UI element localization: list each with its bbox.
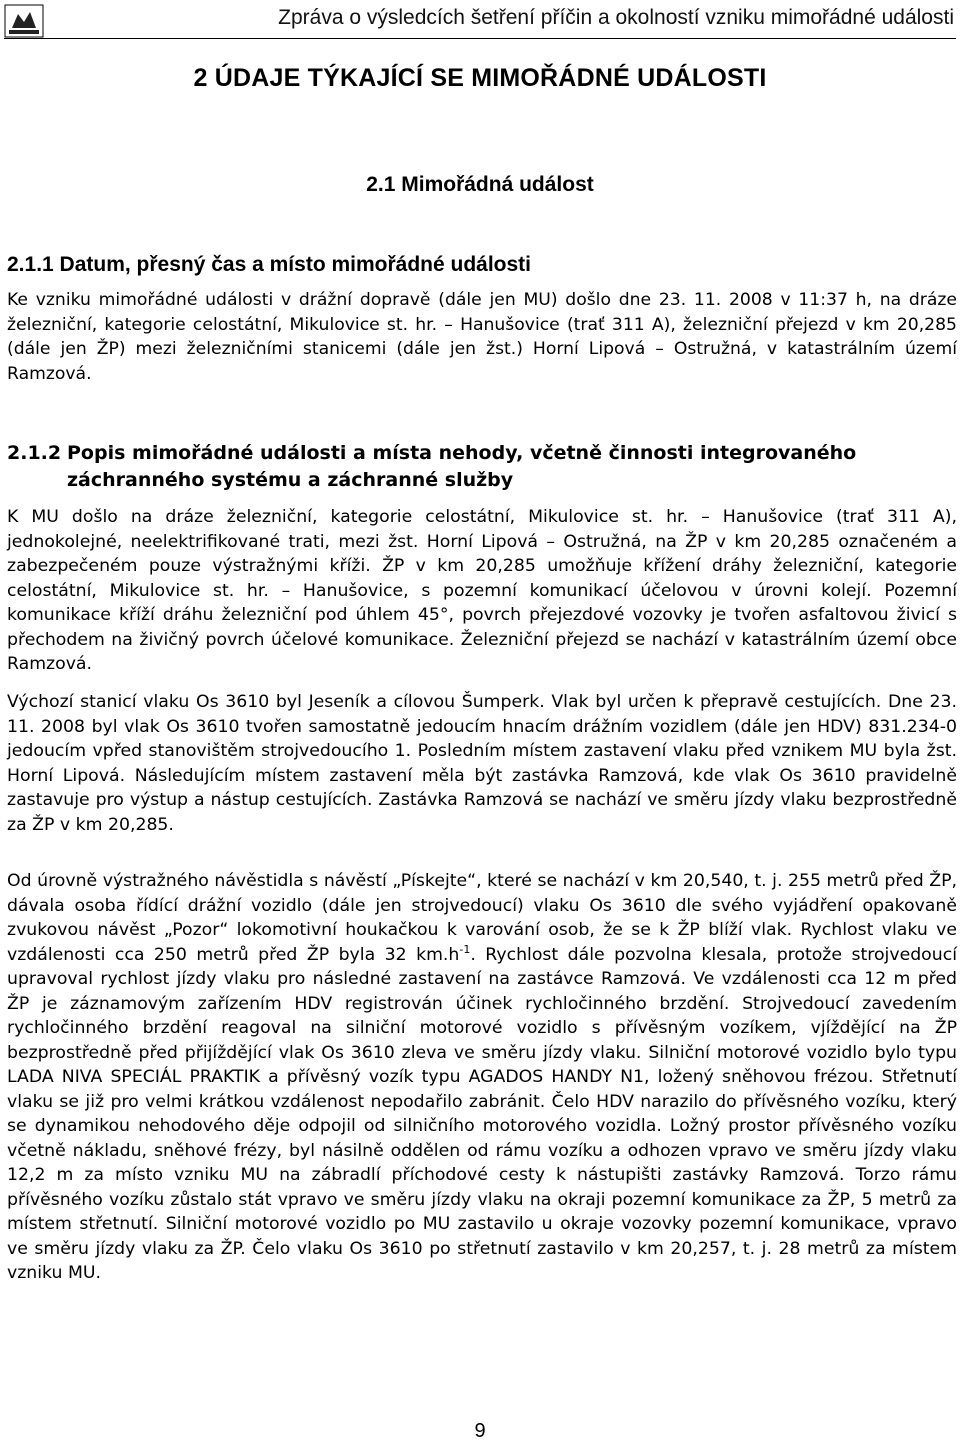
subsection-heading: 2.1 Mimořádná událost <box>366 173 594 196</box>
header-title: Zpráva o výsledcích šetření příčin a okolností vzniku mimořádné události <box>278 6 954 29</box>
paragraph-3-part-a: Od úrovně výstražného návěstidla s návěstí „Pískejte“, které se nachází v km 20,540, t. j. 255 metrů před ŽP, dávala osoba řídící drážní vozidlo (dále jen strojvedoucí) vlaku Os 3610 dle svého vyjádření opakovaně zvukovou návěst „Pozor“ lokomotivní houkačkou k varování osob, že se k ŽP blíží vlak. Rychlost vlaku ve vzdálenosti cca 250 metrů před ŽP byla 32 km.h <box>7 871 957 965</box>
section-heading: 2 ÚDAJE TÝKAJÍCÍ SE MIMOŘÁDNÉ UDÁLOSTI <box>193 64 767 92</box>
page-header <box>0 0 960 40</box>
paragraph-3-part-b: . Rychlost dále pozvolna klesala, protože strojvedoucí upravoval rychlost jízdy vlaku pro následné zastavení na zastávce Ramzová. Ve vzdálenosti cca 12 m před ŽP je záznamovým zařízením HDV registrován účinek rychločinného brzdění. Strojvedoucí zavedením rychločinného brzdění reagoval na silniční motorové vozidlo s přívěsným vozíkem, vjíždějící na ŽP bezprostředně před přijíždějící vlak Os 3610 zleva ve směru jízdy vlaku. Silniční motorové vozidlo bylo typu LADA NIVA SPECIÁL PRAKTIK a přívěsný vozík typu AGADOS HANDY N1, ložený sněhovou frézou. Střetnutí vlaku se již pro velmi krátkou vzdálenost nepodařilo zabránit. Čelo HDV narazilo do přívěsného vozíku, který se dynamikou nehodového děje odpojil od silničního motorového vozidla. Ložný prostor přívěsného vozíku včetně nákladu, sněhové frézy, byl násilně oddělen od rámu vozíku a odhozen vpravo ve směru jízdy vlaku 12,2 m za místo vzniku MU na zábradlí příchodové cesty k nástupišti zastávky Ramzová. Torzo rámu přívěsného vozíku zůstalo stát vpravo ve směru jízdy vlaku na okraji pozemní komunikace za ŽP, 5 metrů za místem střetnutí. Silniční motorové vozidlo po MU zastavilo u okraje vozovky pozemní komunikace, vpravo ve směru jízdy vlaku za ŽP. Čelo vlaku Os 3610 po střetnutí zastavilo v km 20,257, t. j. 28 metrů za místem vzniku MU. <box>7 944 958 1283</box>
logo <box>4 4 44 38</box>
paragraph-3 <box>7 869 957 1286</box>
sub1-paragraph: Ke vzniku mimořádné události v drážní dopravě (dále jen MU) došlo dne 23. 11. 2008 v 11:37 h, na dráze železniční, kategorie celostátní, Mikulovice st. hr. – Hanušovice (trať 311 A), železniční přejezd v km 20,285 (dále jen ŽP) mezi železničními stanicemi (dále jen žst.) Horní Lipová – Ostružná, v katastrálním území Ramzová. <box>7 290 957 384</box>
sub1-heading: 2.1.1 Datum, přesný čas a místo mimořádné události <box>7 253 532 276</box>
page-number: 9 <box>474 1420 486 1442</box>
logo-icon <box>4 4 44 38</box>
paragraph-2: Výchozí stanicí vlaku Os 3610 byl Jeseník a cílovou Šumperk. Vlak byl určen k přepravě cestujících. Dne 23. 11. 2008 byl vlak Os 3610 tvořen samostatně jedoucím hnacím drážním vozidlem (dále jen HDV) 831.234-0 jedoucím vpřed stanovištěm strojvedoucího 1. Posledním místem zastavení vlaku před vznikem MU byla žst. Horní Lipová. Následujícím místem zastavení měla být zastávka Ramzová, kde vlak Os 3610 pravidelně zastavuje pro výstup a nástup cestujících. Zastávka Ramzová se nachází ve směru jízdy vlaku bezprostředně za ŽP v km 20,285. <box>7 692 957 835</box>
sub2-title: Popis mimořádné události a místa nehody, včetně činnosti integrovaného záchranného systému a záchranné služby <box>67 442 857 491</box>
paragraph-1: K MU došlo na dráze železniční, kategorie celostátní, Mikulovice st. hr. – Hanušovice (trať 311 A), jednokolejné, neelektrifikované trati, mezi žst. Horní Lipová – Ostružná, na ŽP v km 20,285 označeném a zabezpečeném pouze výstražnými kříži. ŽP v km 20,285 umožňuje křížení dráhy železniční, kategorie celostátní, Mikulovice st. hr. – Hanušovice, s pozemní komunikací účelovou v úrovni kolejí. Pozemní komunikace kříží dráhu železniční pod úhlem 45°, povrch přejezdové vozovky je tvořen asfaltovou živicí s přechodem na živičný povrch účelové komunikace. Železniční přejezd se nachází v katastrálním území obce Ramzová. <box>7 507 957 674</box>
header-divider <box>4 38 956 39</box>
sub2-heading <box>7 440 952 494</box>
sub2-number: 2.1.2 <box>7 442 62 464</box>
paragraph-3-superscript: -1 <box>459 942 471 956</box>
